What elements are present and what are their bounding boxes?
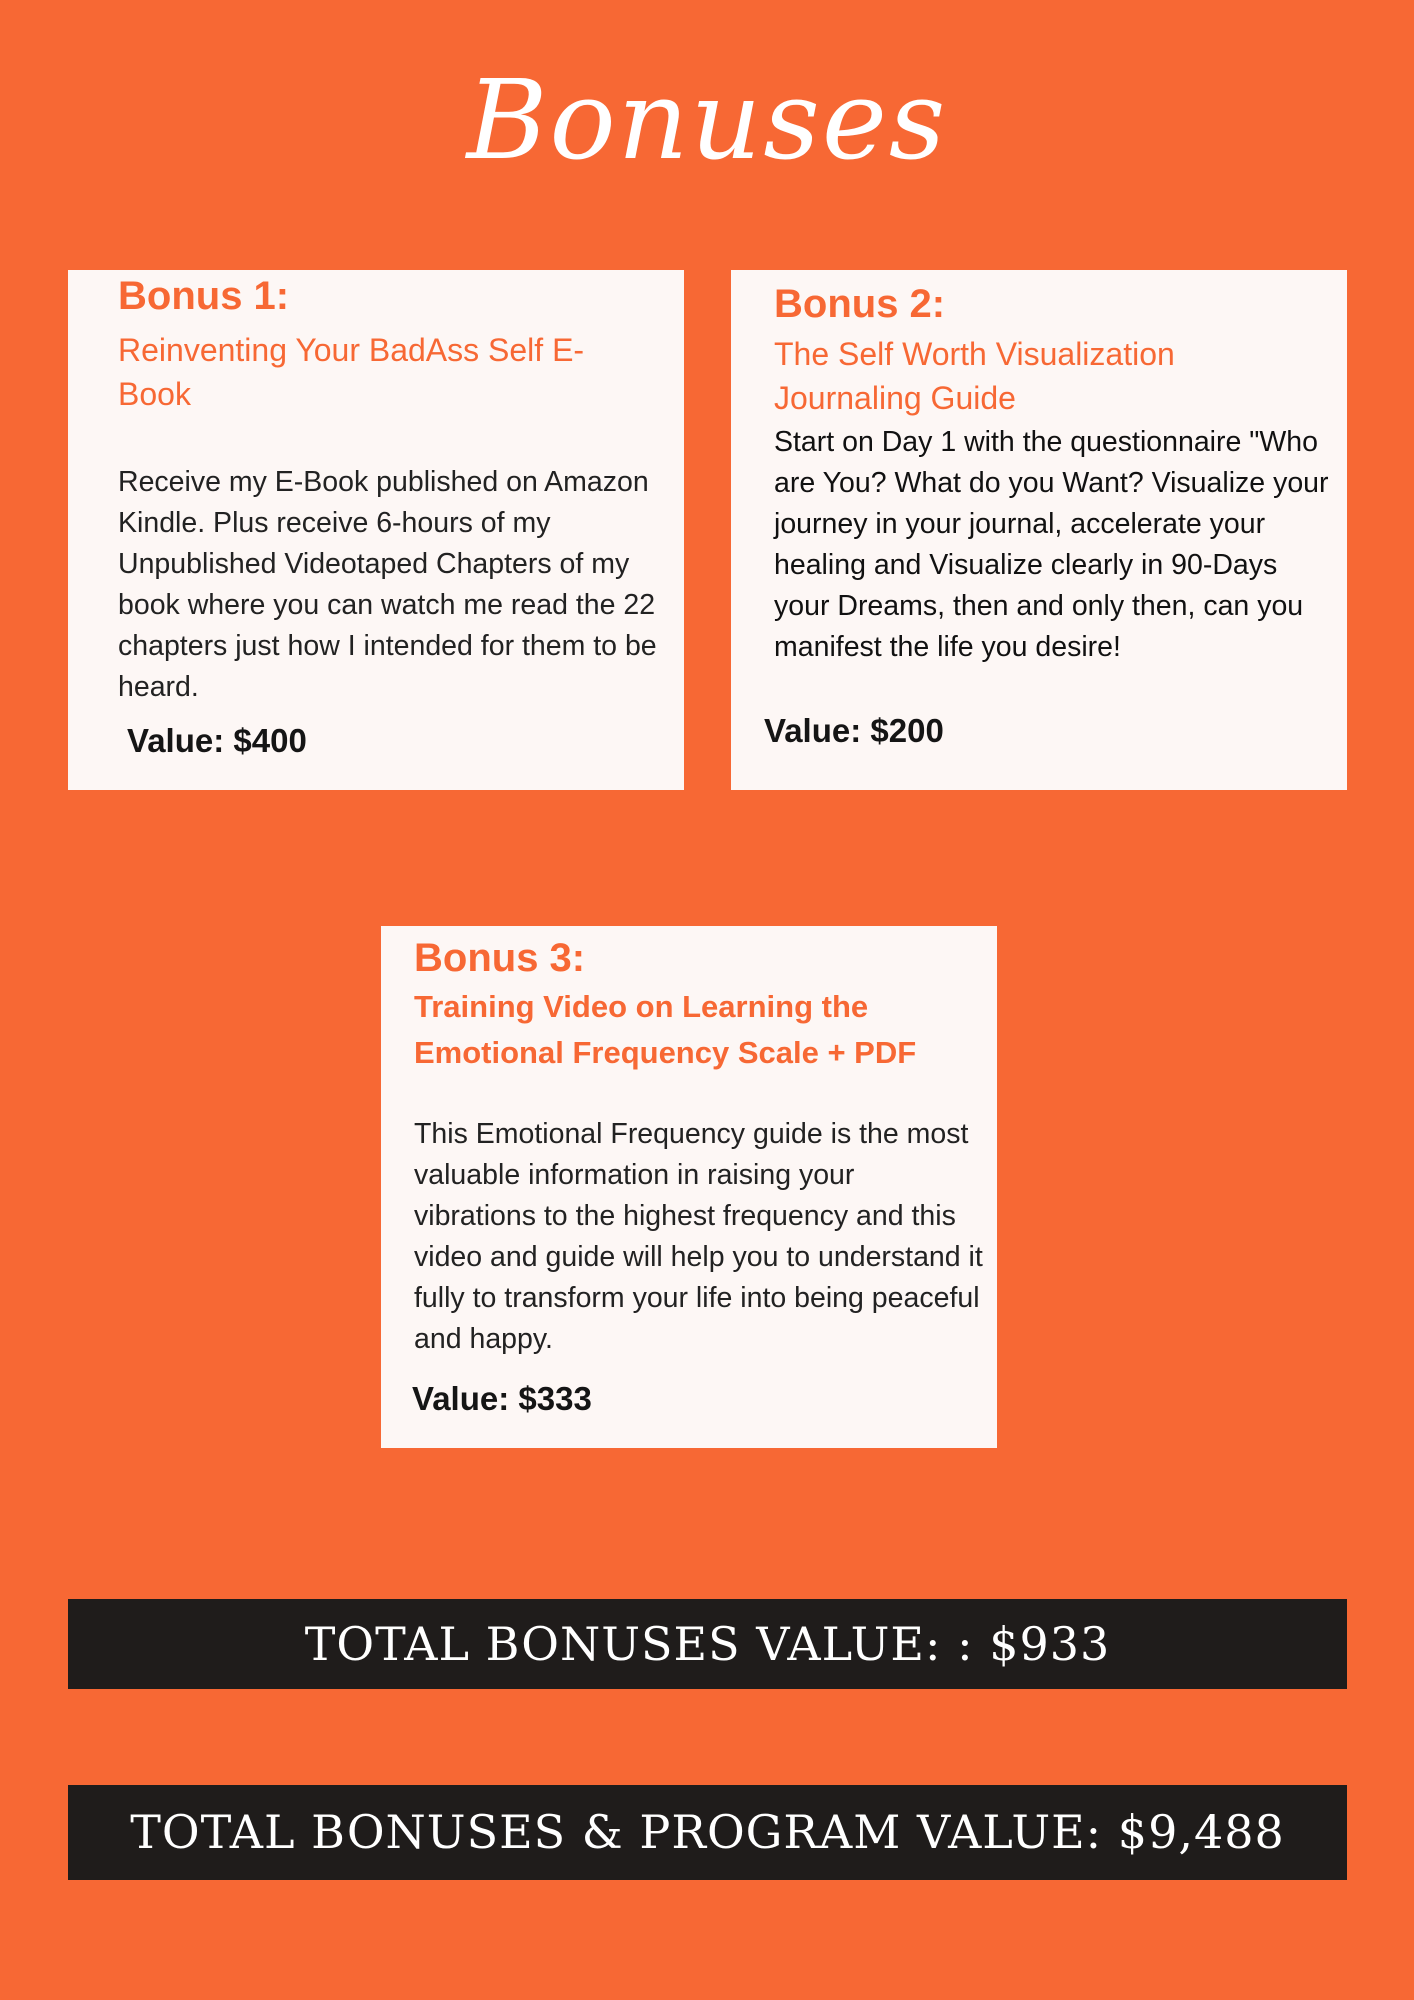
bonus-description: Start on Day 1 with the questionnaire "Who are You? What do you Want? Visualize your journey in your journal, accelerate your healing and Visualize clearly in 90-Days your Dreams, then and only then, can you manifest the life you desire! bbox=[774, 426, 1329, 663]
bonus-card-1 bbox=[68, 270, 684, 790]
bonus-heading: Bonus 1: bbox=[118, 274, 290, 318]
bonus-heading: Bonus 3: bbox=[414, 936, 586, 980]
total-bonuses-value-bar: TOTAL BONUSES VALUE: : $933 bbox=[68, 1599, 1347, 1689]
bonus-description: Receive my E-Book published on Amazon Kindle. Plus receive 6-hours of my Unpublished Videotaped Chapters of my book where you can watch me read the 22 chapters just how I intended for them to be heard. bbox=[118, 466, 657, 703]
total-bonuses-program-value-bar: TOTAL BONUSES & PROGRAM VALUE: $9,488 bbox=[68, 1785, 1347, 1880]
bonus-description: This Emotional Frequency guide is the most valuable information in raising your vibrations to the highest frequency and this video and guide will help you to understand it fully to transform your life into being peaceful and happy. bbox=[414, 1118, 983, 1355]
page-title: Bonuses bbox=[466, 56, 948, 184]
bonus-value: Value: $200 bbox=[764, 712, 944, 749]
bonus-card-3 bbox=[381, 926, 997, 1448]
bonus-card-2 bbox=[731, 270, 1347, 790]
bonus-heading: Bonus 2: bbox=[774, 282, 946, 326]
bonus-value: Value: $400 bbox=[127, 722, 307, 759]
bonus-subtitle: Reinventing Your BadAss Self E-Book bbox=[118, 332, 585, 412]
bonus-subtitle: The Self Worth Visualization Journaling Guide bbox=[774, 336, 1175, 416]
bonus-value: Value: $333 bbox=[412, 1380, 592, 1417]
bonus-subtitle: Training Video on Learning the Emotional Frequency Scale + PDF bbox=[414, 989, 917, 1070]
